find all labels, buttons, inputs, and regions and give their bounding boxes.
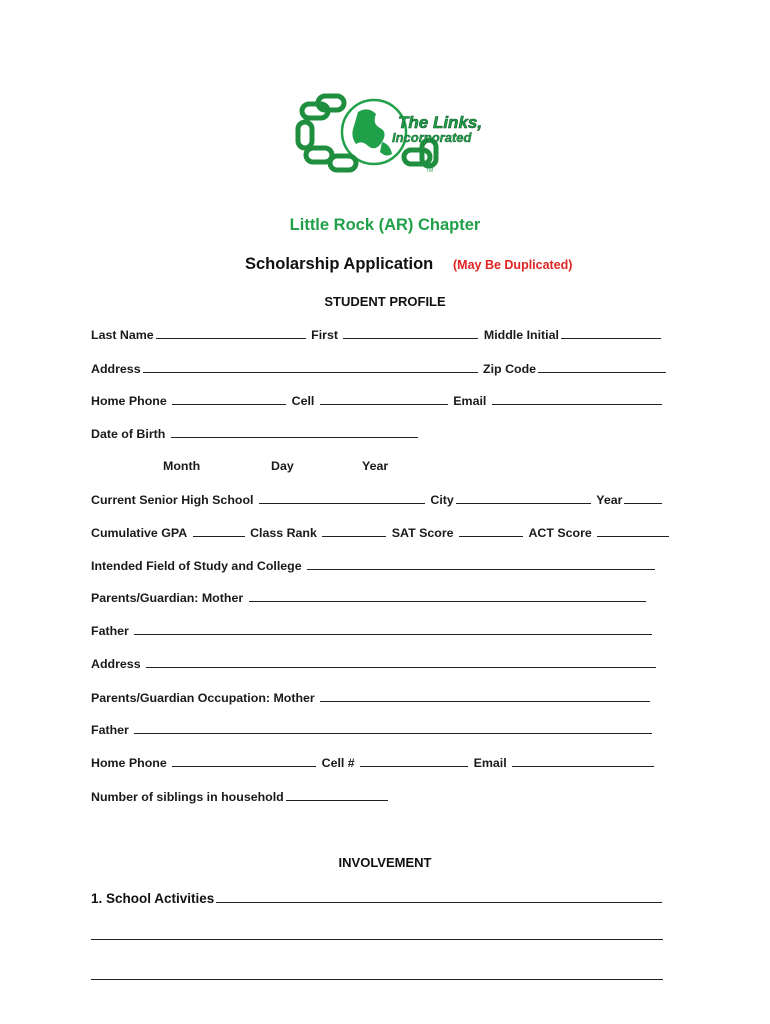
school-activities-field[interactable] — [216, 889, 662, 903]
siblings-label: Number of siblings in household — [91, 790, 284, 804]
dob-day-label: Day — [271, 459, 294, 473]
name-row — [91, 326, 663, 342]
sat-label: SAT Score — [391, 526, 454, 540]
school-activities-row — [91, 889, 664, 906]
father-row — [91, 622, 654, 638]
date-of-birth-field[interactable] — [171, 425, 418, 438]
middle-initial-field[interactable] — [561, 326, 661, 339]
occupation-father-field[interactable] — [134, 721, 652, 734]
last-name-field[interactable] — [156, 326, 306, 339]
father-label: Father — [91, 624, 129, 638]
dob-row — [91, 425, 420, 441]
activities-line-2[interactable] — [91, 939, 663, 940]
last-name-label: Last Name — [91, 328, 154, 342]
svg-text:TM: TM — [426, 168, 434, 174]
page-title: Scholarship Application — [245, 255, 434, 273]
field-of-study-field[interactable] — [307, 557, 655, 570]
parent-address-row — [91, 655, 658, 671]
home-phone-label: Home Phone — [91, 394, 167, 408]
siblings-row — [91, 788, 390, 804]
school-row — [91, 491, 664, 507]
parent-cell-label: Cell # — [321, 756, 355, 770]
siblings-field[interactable] — [286, 788, 388, 801]
section-student-profile: STUDENT PROFILE — [324, 294, 446, 309]
gpa-label: Cumulative GPA — [91, 526, 188, 540]
mother-row — [91, 589, 648, 605]
occupation-mother-label: Parents/Guardian Occupation: Mother — [91, 691, 315, 705]
sat-field[interactable] — [459, 524, 523, 537]
class-rank-label: Class Rank — [250, 526, 317, 540]
date-of-birth-label: Date of Birth — [91, 427, 166, 441]
occupation-mother-row — [91, 689, 652, 705]
occupation-mother-field[interactable] — [320, 689, 650, 702]
parents-mother-field[interactable] — [249, 589, 646, 602]
gpa-field[interactable] — [193, 524, 245, 537]
duplicate-note: (May Be Duplicated) — [453, 258, 573, 272]
address-row — [91, 360, 668, 376]
svg-text:The Links,: The Links, — [398, 113, 483, 132]
field-of-study-row — [91, 557, 657, 573]
occupation-father-row — [91, 721, 654, 737]
class-rank-field[interactable] — [322, 524, 386, 537]
parent-cell-field[interactable] — [360, 754, 468, 767]
parent-home-phone-label: Home Phone — [91, 756, 167, 770]
city-label: City — [430, 493, 454, 507]
dob-month-label: Month — [163, 459, 201, 473]
act-field[interactable] — [597, 524, 669, 537]
activities-line-3[interactable] — [91, 979, 663, 980]
address-label: Address — [91, 362, 141, 376]
email-label: Email — [453, 394, 487, 408]
section-involvement: INVOLVEMENT — [338, 855, 432, 870]
cell-label: Cell — [291, 394, 315, 408]
occupation-father-label: Father — [91, 723, 129, 737]
act-label: ACT Score — [528, 526, 592, 540]
field-of-study-label: Intended Field of Study and College — [91, 559, 302, 573]
parent-email-label: Email — [473, 756, 507, 770]
address-field[interactable] — [143, 360, 478, 373]
parent-home-phone-field[interactable] — [172, 754, 316, 767]
zip-code-field[interactable] — [538, 360, 666, 373]
first-name-label: First — [311, 328, 338, 342]
school-activities-label: 1. School Activities — [91, 891, 215, 906]
email-field[interactable] — [492, 392, 662, 405]
dob-year-label: Year — [362, 459, 389, 473]
current-school-field[interactable] — [259, 491, 425, 504]
scores-row — [91, 524, 671, 540]
parent-address-label: Address — [91, 657, 141, 671]
parents-mother-label: Parents/Guardian: Mother — [91, 591, 244, 605]
first-name-field[interactable] — [343, 326, 478, 339]
father-field[interactable] — [134, 622, 652, 635]
parent-address-field[interactable] — [146, 655, 656, 668]
phone-row — [91, 392, 664, 408]
chapter-title: Little Rock (AR) Chapter — [289, 216, 481, 234]
the-links-logo — [296, 92, 483, 176]
parent-email-field[interactable] — [512, 754, 654, 767]
city-field[interactable] — [456, 491, 591, 504]
svg-text:Incorporated: Incorporated — [392, 130, 472, 145]
parent-phone-row — [91, 754, 656, 770]
current-school-label: Current Senior High School — [91, 493, 254, 507]
zip-code-label: Zip Code — [483, 362, 537, 376]
middle-initial-label: Middle Initial — [483, 328, 559, 342]
cell-field[interactable] — [320, 392, 448, 405]
chain-globe-logo-icon — [296, 92, 483, 176]
school-year-field[interactable] — [624, 491, 662, 504]
home-phone-field[interactable] — [172, 392, 286, 405]
school-year-label: Year — [596, 493, 623, 507]
